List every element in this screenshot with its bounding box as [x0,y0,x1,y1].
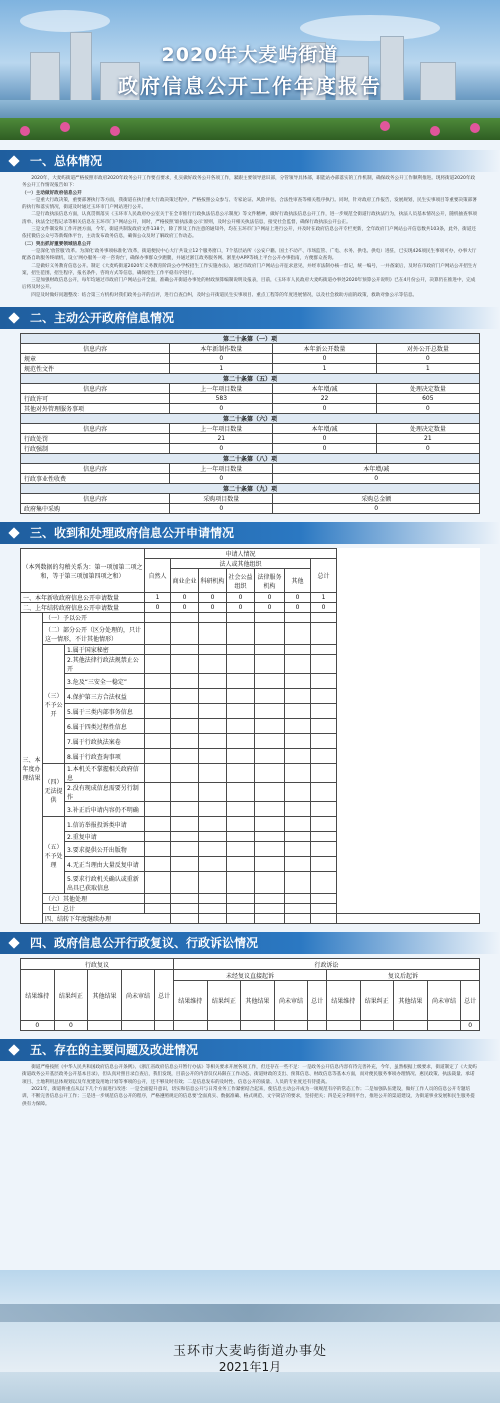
requests-table [20,548,480,924]
flower-decoration [110,126,120,136]
table-cell: 0 [21,1021,55,1031]
row-label: 3.要求提供公开出版物 [65,842,145,857]
row-label: （一）予以公开 [43,613,145,623]
row-label: 1.信访举报投诉类申请 [65,817,145,832]
column-header: 法人或其他组织 [171,559,311,569]
table-cell [394,1021,428,1031]
table-cell: 0 [376,404,479,414]
row-label: 二、上年结转政府信息公开申请数量 [21,603,145,613]
table-cell [155,1021,174,1031]
column-header: 上一年项目数量 [170,464,273,474]
column-header: 其他结果 [394,981,428,1021]
table-group-heading: 第二十条第（九）项 [21,484,480,494]
column-header: 其他结果 [88,970,122,1021]
column-header: 总计 [461,981,480,1021]
problems-text [0,1061,500,1110]
table-cell: 行政事业性收费 [21,474,170,484]
report-title-line2: 政府信息公开工作年度报告 [118,74,382,98]
column-header: 信息内容 [21,424,170,434]
column-header: 其他 [285,569,311,593]
column-header: 结果纠正 [360,981,394,1021]
column-header: 处理决定数量 [376,384,479,394]
table-cell: 0 [199,593,227,603]
proactive-disclosure-table [20,333,480,514]
row-label: 8.属于行政查询事项 [65,749,145,764]
table-cell [427,1021,461,1031]
column-header: 本年新制作数量 [170,344,273,354]
column-header: 信息内容 [21,464,170,474]
overview-paragraph: 三是加强财政信息公开，每年均通过市政府门户网站公开全面，准确公开街道办事处的财政预算编制说明及报表，目前，《玉环市人民政府大麦屿街道办事处2020年预算公开说明》已在4月份公开，决算仍在推进中，完成后将及时公开。 [22,278,476,291]
column-header: 总计 [308,981,327,1021]
flower-decoration [470,123,480,133]
column-header: 信息内容 [21,344,170,354]
table-cell: 0 [273,474,480,484]
table-cell [88,1021,122,1031]
table-cell: 0 [376,444,479,454]
table-cell: 0 [171,593,199,603]
row-label: 5.要求行政机关确认或重新出具已获取信息 [65,872,145,894]
table-cell: 其他对外管理服务事项 [21,404,170,414]
table-cell: 0 [170,504,273,514]
column-header: 其他结果 [241,981,275,1021]
row-label: 2.其他法律行政法规禁止公开 [65,655,145,674]
table-cell: 规范性文件 [21,364,170,374]
table-cell [308,1021,327,1031]
table-cell: 0 [273,354,376,364]
table-cell [326,1021,360,1031]
row-label: 2.重复申请 [65,832,145,842]
overview-paragraph: 二是做好义务教育信息公开。制定《大麦屿街道2020年义务教育阶段公办学校招生工作实施办法》，通过市政府门户网站公开征求意见，并经市法制办核一督记，统一编号，一并备案后，及时在市政府门户网站公开招生方案，招生范围，招生程序，报名条件，咨询方式等信息，确保招生工作平稳有序进行。 [22,263,477,276]
table-cell: 0 [170,404,273,414]
column-header: 结果维持 [173,981,207,1021]
table-cell: 0 [273,504,480,514]
column-header: 未经复议直接起诉 [173,970,326,981]
row-group-label: 三、本年度办理结果 [21,613,43,924]
column-header: 法律服务机构 [255,569,285,593]
section-problems-heading: 五、存在的主要问题及改进情况 [0,1039,500,1061]
row-label: （七）总计 [43,904,145,914]
table-cell: 政府集中采购 [21,504,170,514]
overview-paragraph: 一是深化'放管服'改革。为深化'政务事项标准化'改革，街道便民中心大厅共设立12个服务窗口，7个基层站所（公安户籍、国土不动产、市场监管、广电、水务、供电、供电）进驻，已实现426项民生事项可办，办事大厅配备自助服务终端机，设立'网办服务一对一咨询台'，确保办事群众少跑腿，并通过浙江政务服务网、浙里办APP等线上平台公开办事指南，方便群众查询。 [22,248,477,262]
column-header: 信息内容 [21,384,170,394]
table-cell: 1 [311,593,337,603]
table-cell: 0 [145,603,171,613]
column-header: 本年增/减 [273,464,480,474]
row-label: 1.属于国家秘密 [65,645,145,655]
table-cell: 1 [170,364,273,374]
overview-subheading: （一）主动做好政府信息公开 [22,190,82,196]
table-cell: 行政强制 [21,444,170,454]
table-cell [173,1021,207,1031]
row-label: 7.属于行政执法案卷 [65,734,145,749]
row-label: 2.没有现成信息需要另行制作 [65,783,145,802]
overview-paragraph: 四是及时做好问题整改：结合第三方机构对我们政务公开的点评，进行自查自纠，及时公开街道民生实事项目、重点工程等的年度进展情况，以及社会救助方面的政策，救助对象公示等信息。 [31,292,418,298]
overview-paragraph: 2020年，大麦屿街道严格按照市政府2020年政务公开工作要点要求，扎实做好政务公开各项工作，紧跟主要领导意识部，分管领导具体部，职能站办部落实的工作机制，确保政务公开工作顺利推进。现将街道2020年政务公开工作情况报告如下： [22,176,476,189]
row-label: （六）其他处理 [43,894,145,904]
row-label: 3.补正后申请内容仍不明确 [65,802,145,817]
table-cell [360,1021,394,1031]
problems-paragraph: 2021年，街道将重点从以下几个方面进行改进：一是全面提升意识，切实和信息公开与日常业务工作紧密结合起来，使信息主动公开成为一项规范有序的常态工作；二是加强队伍建设，做好工作人员的信息公开专题培训，不断完善信息公开工作；三是进一步规范信息公开的程序，严格遵照规定的信息要'全面真实、数据准确、格式规范、文字简洁'的要求，坚持把关；四是充分利用平台，推进公开的渠道建设，为街道事业发展和民生服务提供有力保障。 [22,1086,475,1107]
table-cell: 0 [461,1021,480,1031]
section-proactive-heading: 二、主动公开政府信息情况 [0,307,500,329]
overview-paragraph: 一是重大行政决策，重要部署执行等方面，我街道在执行重大行政决策过程中，严格按照公众参与、专家论证、风险评估、合法性审查等相关程序执行。同时，针对政府工作报告，发展规划，民生实事项目等重要决策部署的执行和落实情况，街道及时通过玉环市门户网站进行公开。 [22,197,477,211]
table-cell: 0 [255,603,285,613]
column-header: 总计 [311,559,337,593]
grass-decoration [0,118,500,140]
table-cell: 0 [273,434,376,444]
row-label: （二）部分公开（区分处理的，只计这一情形，不计其他情形） [43,623,145,645]
flower-decoration [380,121,390,131]
column-header: 结果维持 [21,970,55,1021]
table-group-heading: 第二十条第（八）项 [21,454,480,464]
issuing-organization: 玉环市大麦屿街道办事处 [172,1344,327,1359]
table-cell: 0 [376,354,479,364]
table-cell: 605 [376,394,479,404]
column-header: 上一年项目数量 [170,384,273,394]
problems-paragraph: 街道严格按照《中华人民共和国政府信息公开条例》、《浙江省政府信息公开暂行办法》等相关要求开展各项工作，但还存在一些不足：一是政务公开信息内容有待完善补充，今年，虽然根据上级要求，街道制定了《大麦屿街道政务公开基层政务公开基本目录》，但认真对照目录自查后，我们发现，目前公开的内容仅仅局限在工作动态、街道财政的支出、预算信息、财政信息等基本方面，而对便民服务事项办理情况、惠民政策、执法裁量、承诺项目、土地利用总体规划以及年度建设用地计划等事项的公开，还不够及时有效；二是信息发布的及时性、信息公开的质量、人员的专业度还有待提高。 [22,1065,477,1085]
table-cell [274,1021,308,1031]
flower-decoration [430,126,440,136]
column-header: 对外公开总数量 [376,344,479,354]
table-group-heading: 第二十条第（六）项 [21,414,480,424]
row-group-label: （五）不予处理 [43,817,65,894]
column-header: 申请人情况 [145,549,337,559]
column-header: 结果维持 [326,981,360,1021]
table-cell: 0 [54,1021,88,1031]
column-header: 尚未审结 [427,981,461,1021]
table-cell: 0 [255,593,285,603]
table-cell: 0 [285,593,311,603]
overview-text [0,172,500,301]
column-header: 自然人 [145,559,171,593]
footer-banner [0,1270,500,1403]
section-requests-heading: 三、收到和处理政府信息公开申请情况 [0,522,500,544]
row-label: 1.本机关不掌握相关政府信息 [65,764,145,783]
table-cell: 1 [145,593,171,603]
overview-paragraph: 三是文件制发和工作开展方面，今年，街道共制发政府文件138个，除了涉及工作注意的通知外，均在玉环市门户网站上进行公开，并及时在政府信息公开专栏更新，全年政府门户网站公开信息数共103条，此外，街道还依托微信公众号等新媒体平台，主动发布政务信息，确保公众及时了解政府工作动态。 [22,227,476,240]
column-header: 复议后起诉 [326,970,479,981]
table-group-heading: 第二十条第（一）项 [21,334,480,344]
proactive-table-wrap [0,329,500,516]
table-cell: 0 [199,603,227,613]
table-cell: 583 [170,394,273,404]
column-header: 总计 [155,970,174,1021]
column-header: 本年增/减 [273,384,376,394]
column-header: 本年新公开数量 [273,344,376,354]
table-cell: 行政许可 [21,394,170,404]
table-cell: 21 [170,434,273,444]
section-overview-heading: 一、总体情况 [0,150,500,172]
column-header: 结果纠正 [54,970,88,1021]
table-cell: 0 [170,444,273,454]
column-header: 尚未审结 [121,970,155,1021]
row-label: 一、本年新收政府信息公开申请数量 [21,593,145,603]
table-cell: 0 [227,593,255,603]
cloud-decoration [20,10,110,32]
table-cell [207,1021,241,1031]
table-cell: 行政处罚 [21,434,170,444]
row-label: 3.危及“三安全一稳定” [65,674,145,689]
overview-subheading: （二）突出抓好重要领域信息公开 [22,241,91,247]
table-cell: 21 [376,434,479,444]
column-header: 信息内容 [21,494,170,504]
column-header: 处理决定数量 [376,424,479,434]
column-header: 上一年项目数量 [170,424,273,434]
column-header: 采购项目数量 [170,494,273,504]
column-header: 结果纠正 [207,981,241,1021]
table-cell [121,1021,155,1031]
row-group-label: （三）不予公开 [43,645,65,764]
issue-date: 2021年1月 [218,1360,282,1374]
table-cell: 0 [273,444,376,454]
row-label: 6.属于四类过程性信息 [65,719,145,734]
corner-note: （本列数据的勾稽关系为：第一项加第二项之和，等于第三项加第四项之和） [21,549,145,593]
table-cell [241,1021,275,1031]
flower-decoration [60,122,70,132]
skyline-decoration [0,1304,500,1324]
table-cell: 0 [273,404,376,414]
column-header: 社会公益组织 [227,569,255,593]
table-cell: 规章 [21,354,170,364]
row-label: 4.保护第三方合法权益 [65,689,145,704]
table-cell: 0 [311,603,337,613]
section-review-heading: 四、政府信息公开行政复议、行政诉讼情况 [0,932,500,954]
requests-table-wrap [0,544,500,926]
table-group-heading: 第二十条第（五）项 [21,374,480,384]
column-header: 商业企业 [171,569,199,593]
cloud-decoration [300,15,440,41]
water-decoration [0,100,500,120]
table-cell: 22 [273,394,376,404]
column-header: 行政诉讼 [173,959,479,970]
row-label: 四、结转下年度继续办理 [43,914,171,924]
table-cell: 0 [170,354,273,364]
report-title-line1: 2020年大麦屿街道 [161,44,339,66]
row-group-label: （四）无法提供 [43,764,65,817]
table-cell: 0 [227,603,255,613]
row-label: 5.属于三类内部事务信息 [65,704,145,719]
flower-decoration [20,126,30,136]
column-header: 本年增/减 [273,424,376,434]
column-header: 采购总金额 [273,494,480,504]
review-litigation-table [20,958,480,1031]
column-header: 尚未审结 [274,981,308,1021]
header-banner [0,0,500,140]
table-cell: 1 [376,364,479,374]
table-cell: 0 [285,603,311,613]
review-table-wrap [0,954,500,1033]
row-label: 4.无正当理由大量反复申请 [65,857,145,872]
table-cell: 0 [171,603,199,613]
overview-paragraph: 二是行政执法信息方面，认真贯彻落实《玉环市人民政府办公室关于在全市推行行政执法信息公示制度》等文件精神，做好行政执法信息公开工作，进一步规范全街道行政执法行为，执法人员基本情况公开，随机抽查事项清单、执法全过程记录等相关信息在玉环市门户网站公开，同时，严格按照'谁执法谁公示'原则，及时公开相关执法信息，接受社会监督，确保行政执法公开公正。 [22,212,477,225]
column-header: 科研机构 [199,569,227,593]
table-cell: 0 [170,474,273,484]
table-cell: 1 [273,364,376,374]
column-header: 行政复议 [21,959,174,970]
